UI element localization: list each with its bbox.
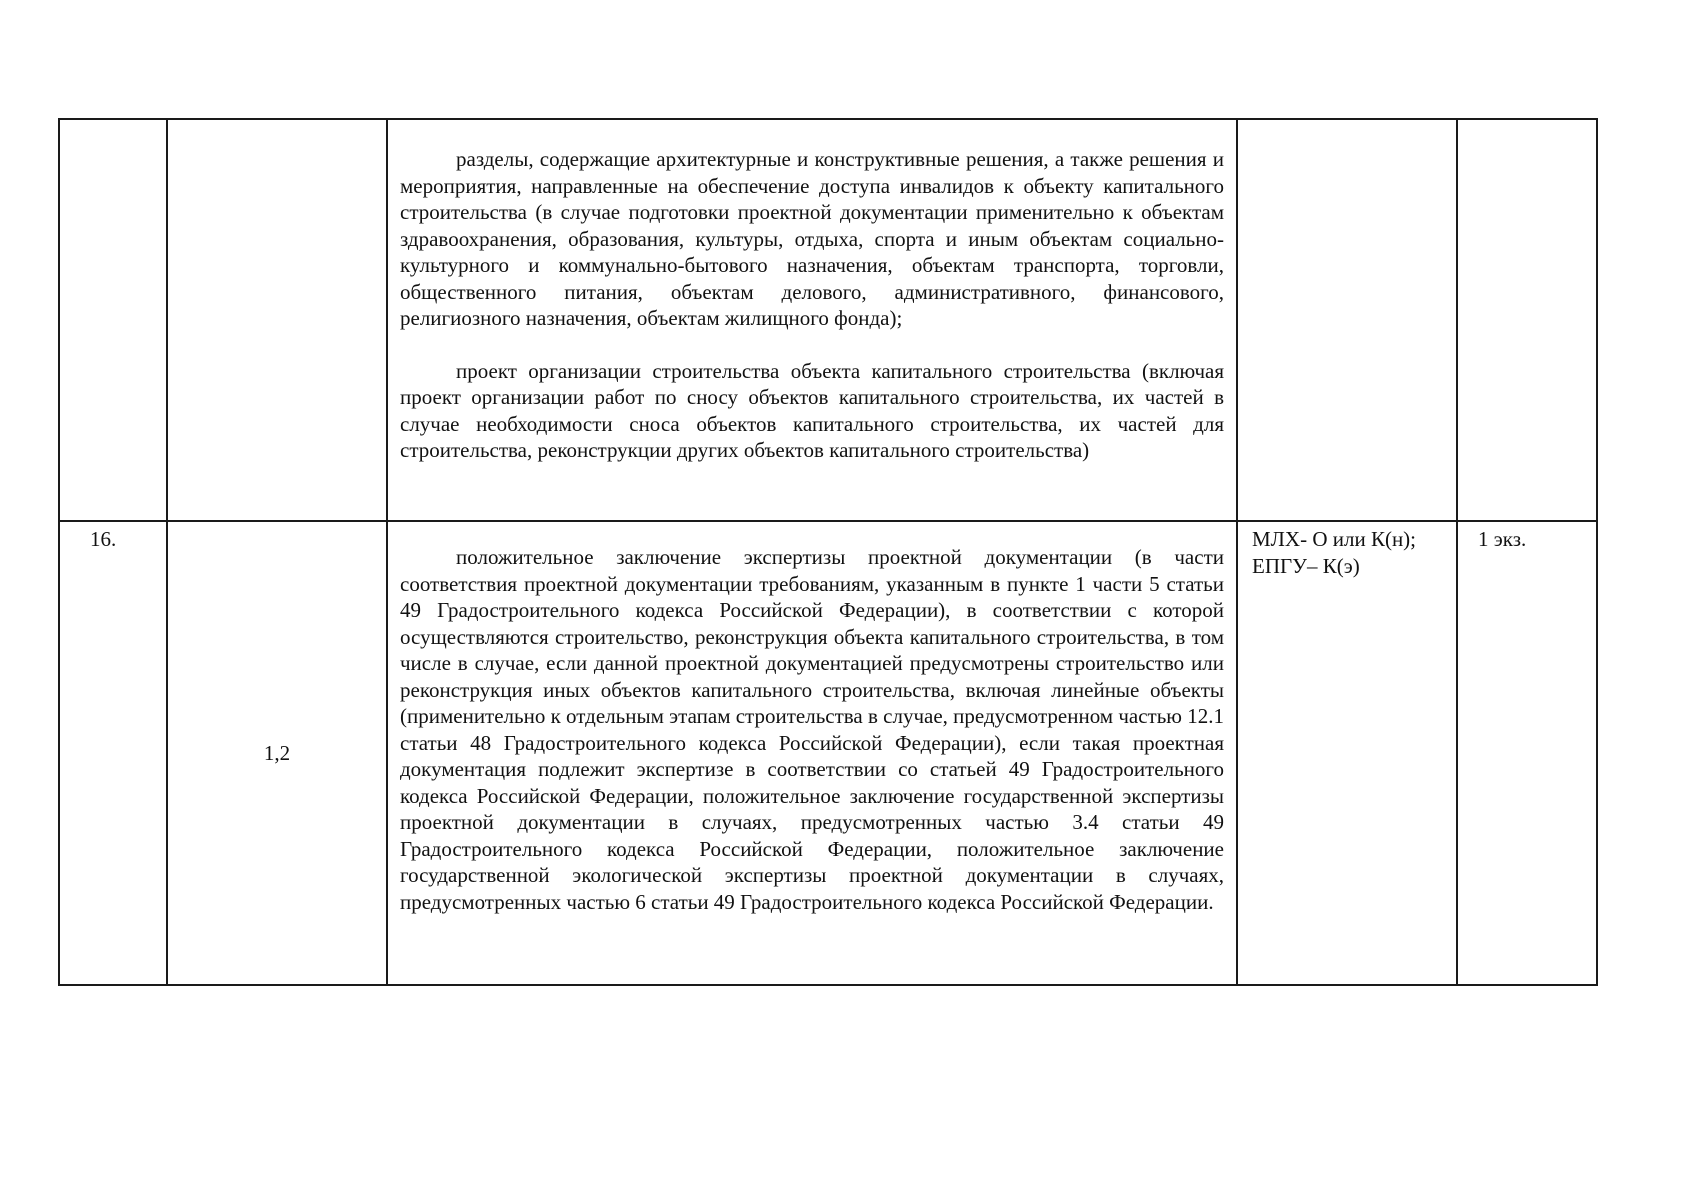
row-format-cell [1238,522,1458,984]
row-points-cell: 1,2 [168,522,388,984]
row-description-cell [388,120,1238,520]
row-number-cell [60,120,168,520]
row-copies-cell [1458,120,1596,520]
row-number-cell: 16. [60,522,168,984]
description-paragraph: проект организации строительства объекта капитального строительства (включая проект организации работ по сносу объектов капитального строительства, их частей в случае необходимости сноса объектов капитального строительства, их частей для строительства, реконструкции других объектов капитального строительства) [400,358,1224,462]
description-paragraph: разделы, содержащие архитектурные и конструктивные решения, а также решения и мероприятия, направленные на обеспечение доступа инвалидов к объекту капитального строительства (в случае подготовки проектной документации применительно к объектам здравоохранения, образования, культуры, отдыха, спорта и иным объектам социально-культурного и коммунально-бытового назначения, объектам транспорта, торговли, общественного питания, объектам делового, административного, финансового, религиозного назначения, объектам жилищного фонда); [400,147,1224,330]
format-line: ЕПГУ– К(э) [1252,553,1360,578]
table-row [60,120,1596,522]
row-points-cell [168,120,388,520]
format-line: МЛХ- О или К(н); [1252,527,1417,551]
row-description-cell [388,522,1238,984]
description-paragraph: положительное заключение экспертизы проектной документации (в части соответствия проектной документации требованиям, указанным в пункте 1 части 5 статьи 49 Градостроительного кодекса Российской Федерации), в соответствии с которой осуществляются строительство, реконструкция объекта капитального строительства, в том числе в случае, если данной проектной документацией предусмотрены строительство или реконструкция иных объектов капитального строительства, включая линейные объекты (применительно к отдельным этапам строительства в случае, предусмотренном частью 12.1 статьи 48 Градостроительного кодекса Российской Федерации), если такая проектная документация подлежит экспертизе в соответствии со статьей 49 Градостроительного кодекса Российской Федерации, положительное заключение государственной экспертизы проектной документации в случаях, предусмотренных частью 3.4 статьи 49 Градостроительного кодекса Российской Федерации, положительное заключение государственной экологической экспертизы проектной документации в случаях, предусмотренных частью 6 статьи 49 Градостроительного кодекса Российской Федерации. [400,545,1224,914]
row-copies-cell: 1 экз. [1478,527,1527,551]
table-row [60,522,1596,984]
row-format-cell [1238,120,1458,520]
documents-table [58,118,1598,986]
